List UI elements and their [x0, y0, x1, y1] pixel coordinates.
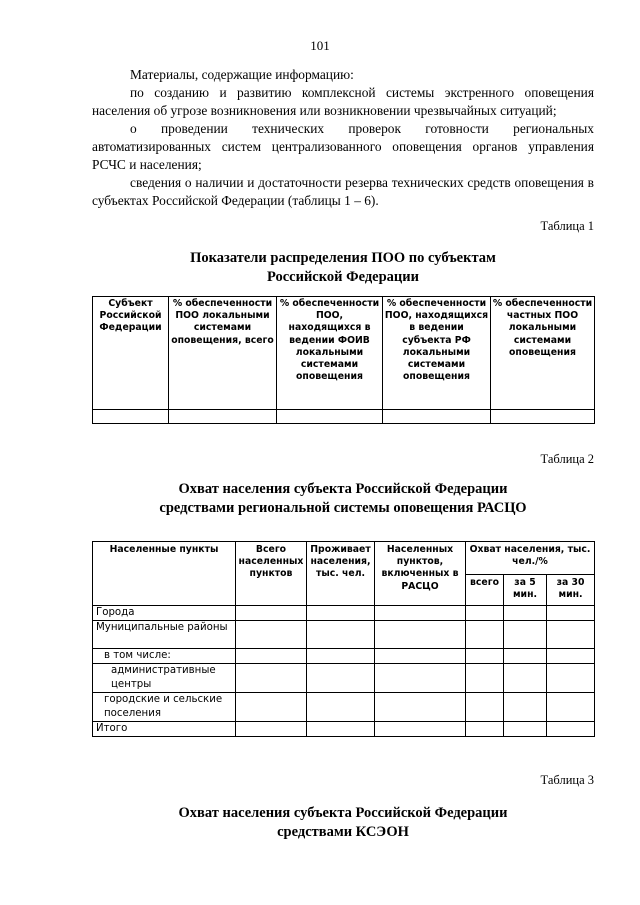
intro-text — [92, 66, 594, 210]
intro-item: по созданию и развитию комплексной системы экстренного оповещения населения об угрозе возникновения или возникновении чрезвычайных ситуаций; — [92, 85, 594, 118]
table2 — [92, 541, 595, 737]
intro-item: сведения о наличии и достаточности резерва технических средств оповещения в субъектах Российской Федерации (таблицы 1 – 6). — [92, 175, 594, 208]
table2-header: Населенных пунктов, включенных в РАСЦО — [375, 542, 466, 606]
table1-header: % обеспеченности ПОО локальными системами оповещения, всего — [169, 297, 277, 410]
table2-header: Проживает населения, тыс. чел. — [307, 542, 375, 606]
table2-header: Всего населенных пунктов — [236, 542, 307, 606]
table2-header: Населенные пункты — [93, 542, 236, 606]
table3-title: Охват населения субъекта Российской Федерации средствами КСЭОН — [178, 805, 508, 840]
intro-item: о проведении технических проверок готовности региональных автоматизированных систем централизованного оповещения органов управления РСЧС и населения; — [92, 121, 594, 172]
table1-title: Показатели распределения ПОО по субъектам Российской Федерации — [190, 250, 496, 285]
table3-label: Таблица 3 — [540, 773, 594, 787]
table2-label: Таблица 2 — [540, 452, 594, 466]
row-label: административные центры — [93, 664, 236, 693]
row-label: Муниципальные районы — [93, 621, 236, 649]
table1 — [92, 296, 595, 424]
table-row — [93, 649, 595, 664]
table1-header: Субъект Российской Федерации — [93, 297, 169, 410]
table1-label: Таблица 1 — [540, 219, 594, 233]
table-row — [93, 410, 595, 424]
row-label: в том числе: — [93, 649, 236, 664]
table1-header: % обеспеченности частных ПОО локальными системами оповещения — [491, 297, 595, 410]
table2-title: Охват населения субъекта Российской Федерации средствами региональной системы оповещения РАСЦО — [159, 481, 527, 516]
row-label: городские и сельские поселения — [93, 693, 236, 722]
table2-group-header: Охват населения, тыс. чел./% — [466, 542, 595, 575]
table2-subheader: за 5 мин. — [504, 575, 547, 606]
table-row — [93, 621, 595, 649]
row-label: Города — [93, 606, 236, 621]
table1-header: % обеспеченности ПОО, находящихся в ведении ФОИВ локальными системами оповещения — [277, 297, 383, 410]
table-row — [93, 722, 595, 737]
table1-header: % обеспеченности ПОО, находящихся в ведении субъекта РФ локальными системами оповещения — [383, 297, 491, 410]
table2-subheader: всего — [466, 575, 504, 606]
page-number: 101 — [310, 38, 330, 53]
table-row — [93, 693, 595, 722]
table2-subheader: за 30 мин. — [547, 575, 595, 606]
row-label: Итого — [93, 722, 236, 737]
table-row — [93, 664, 595, 693]
table-row — [93, 606, 595, 621]
intro-heading: Материалы, содержащие информацию: — [130, 67, 354, 82]
